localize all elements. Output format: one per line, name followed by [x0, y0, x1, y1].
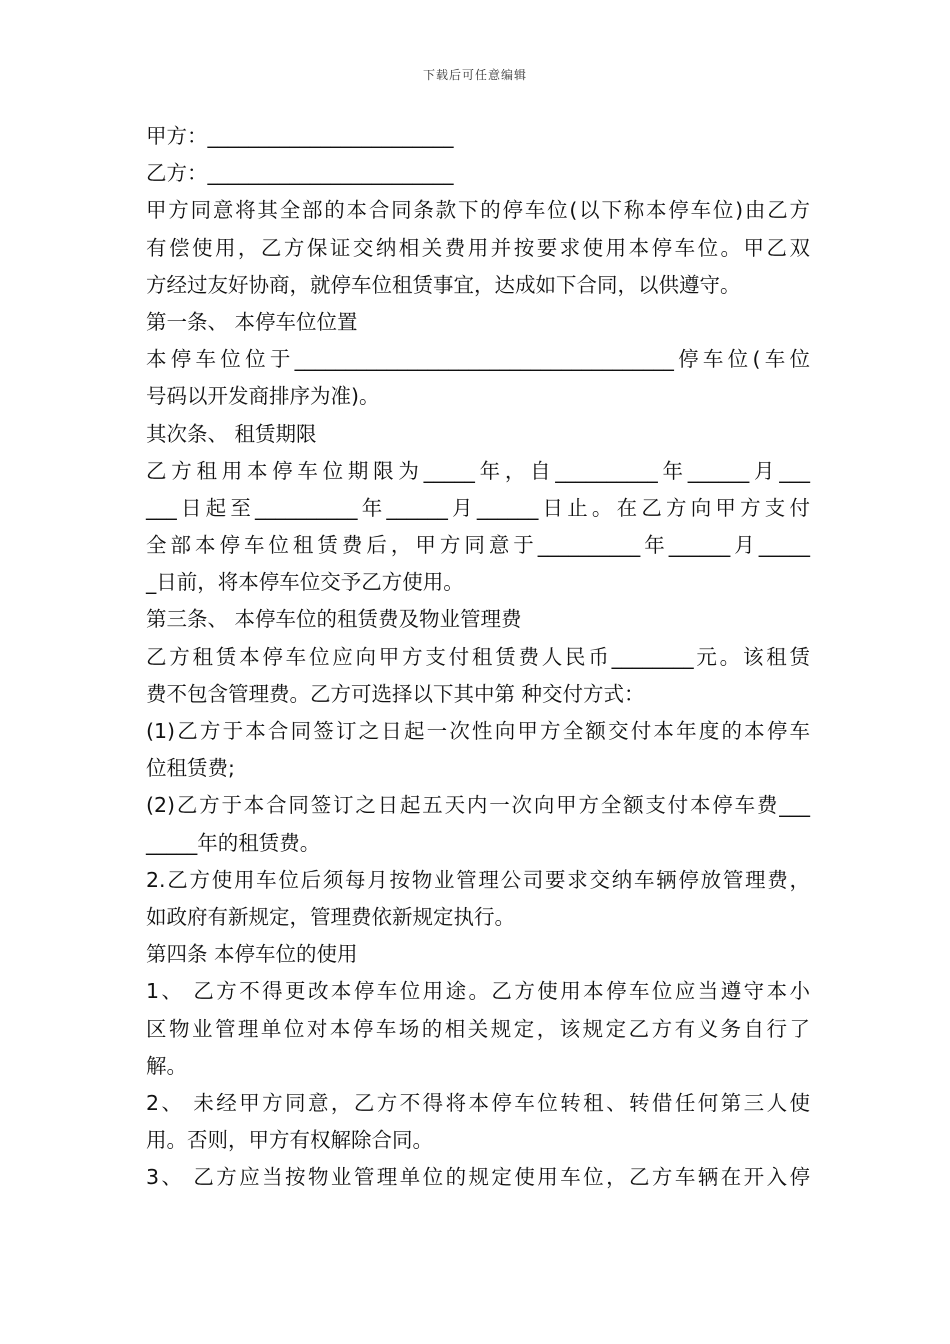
header-note: 下载后可任意编辑 [422, 68, 527, 82]
intro-line-1: 甲方同意将其全部的本合同条款下的停车位(以下称本停车位)由乙方 [146, 198, 810, 223]
article-4-item-2-line-1: 2、 未经甲方同意，乙方不得将本停车位转租、转借任何第三人使 [146, 1090, 810, 1115]
article-1-heading: 第一条、 本停车位位置 [146, 309, 358, 334]
party-a-line: 甲方：________________________ [146, 124, 454, 148]
article-3-heading: 第三条、 本停车位的租赁费及物业管理费 [146, 607, 522, 632]
article-3-item-2-line-1: 2.乙方使用车位后须每月按物业管理公司要求交纳车辆停放管理费， [146, 867, 810, 892]
party-b-line: 乙方：________________________ [146, 161, 454, 186]
article-3-option-2-line-2: _____年的租赁费。 [146, 830, 321, 855]
article-2-line-1: 乙方租用本停车位期限为_____年，自__________年______月___ [146, 458, 810, 483]
article-4-item-1-line-2: 区物业管理单位对本停车场的相关规定，该规定乙方有义务自行了 [146, 1016, 810, 1041]
article-4-heading: 第四条 本停车位的使用 [146, 942, 358, 967]
article-4-item-1-line-1: 1、 乙方不得更改本停车位用途。乙方使用本停车位应当遵守本小 [146, 979, 810, 1004]
article-3-option-2-line-1: (2)乙方于本合同签订之日起五天内一次向甲方全额支付本停车费___ [146, 793, 810, 818]
article-2-line-4: _日前，将本停车位交予乙方使用。 [146, 570, 464, 595]
article-3-option-1-line-2: 位租赁费; [146, 756, 235, 781]
article-3-item-2-line-2: 如政府有新规定，管理费依新规定执行。 [146, 904, 515, 929]
article-2-line-3: 全部本停车位租赁费后，甲方同意于__________年______月_____ [146, 533, 810, 558]
article-4-item-1-line-3: 解。 [146, 1053, 187, 1078]
article-3-option-1-line-1: (1)乙方于本合同签订之日起一次性向甲方全额交付本年度的本停车 [146, 719, 810, 743]
contract-body [146, 118, 810, 1196]
article-1-line-1: 本停车位位于_____________________________________停车位(车位 [146, 347, 810, 372]
intro-line-2: 有偿使用，乙方保证交纳相关费用并按要求使用本停车位。甲乙双 [146, 235, 810, 260]
article-4-item-3-line-1: 3、 乙方应当按物业管理单位的规定使用车位，乙方车辆在开入停 [146, 1165, 810, 1190]
intro-line-3: 方经过友好协商，就停车位租赁事宜，达成如下合同，以供遵守。 [146, 272, 741, 297]
article-2-line-2: ___日起至__________年______月______日止。在乙方向甲方支付 [146, 495, 810, 520]
article-2-heading: 其次条、 租赁期限 [146, 421, 317, 446]
article-3-line-1: 乙方租赁本停车位应向甲方支付租赁费人民币________元。该租赁 [146, 644, 810, 669]
article-4-item-2-line-2: 用。否则，甲方有权解除合同。 [146, 1128, 433, 1153]
article-1-line-2: 号码以开发商排序为准)。 [146, 384, 380, 409]
article-3-line-2: 费不包含管理费。乙方可选择以下其中第 种交付方式： [146, 681, 645, 706]
